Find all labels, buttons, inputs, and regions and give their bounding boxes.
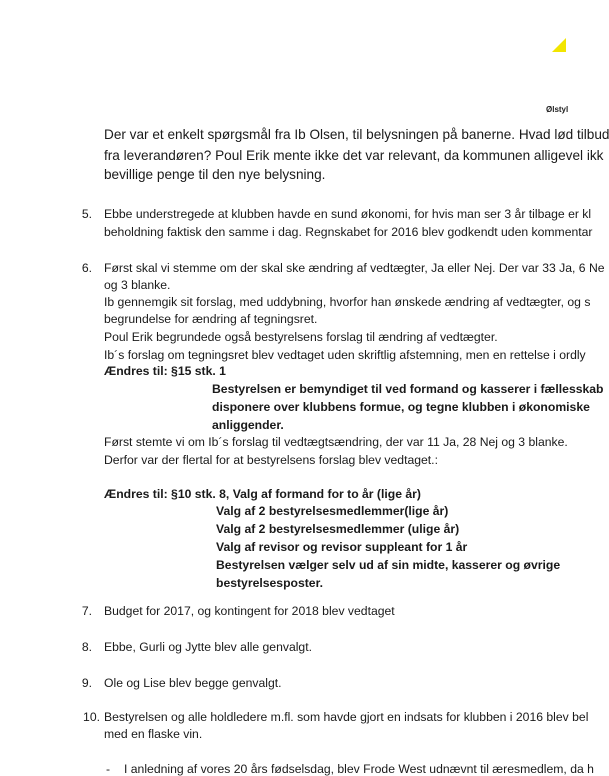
item-7-text: Budget for 2017, og kontingent for 2018 blev vedtaget (104, 604, 395, 618)
amendment-1-line-1: Bestyrelsen er bemyndiget til ved formand og kasserer i fællesskab (212, 382, 604, 396)
amendment-1-line-2: disponere over klubbens formue, og tegne klubben i økonomiske (212, 400, 590, 414)
item-number-5: 5. (81, 207, 92, 221)
amendment-2-line-5: bestyrelsesposter. (216, 576, 324, 590)
sub-bullet-dash: - (106, 762, 111, 776)
item-number-9: 9. (81, 676, 92, 690)
sub-bullet-text: I anledning af vores 20 års fødselsdag, blev Frode West udnævnt til æresmedlem, da h (124, 762, 594, 776)
item-6-line-1: Først skal vi stemme om der skal ske ændring af vedtægter, Ja eller Nej. Der var 33 Ja, 6 Ne (104, 261, 605, 275)
item-number-8: 8. (81, 640, 92, 654)
amendment-1-line-3: anliggender. (212, 418, 284, 432)
amendment-1-title: Ændres til: §15 stk. 1 (104, 364, 226, 378)
intro-line-3: bevillige penge til den nye belysning. (104, 167, 326, 182)
item-6-line-2: og 3 blanke. (104, 278, 171, 292)
amendment-2-line-3: Valg af revisor og revisor suppleant for 1 år (216, 540, 468, 554)
item-6-line-4: begrundelse for ændring af tegningsret. (104, 312, 318, 326)
item-number-7: 7. (81, 604, 92, 618)
item-5-line-1: Ebbe understregede at klubben havde en sund økonomi, for hvis man ser 3 år tilbage er kl (104, 207, 592, 221)
amendment-2-title: Ændres til: §10 stk. 8, Valg af formand for to år (lige år) (104, 487, 421, 501)
item-6-vote-line-2: Derfor var der flertal for at bestyrelsens forslag blev vedtaget.: (104, 453, 438, 467)
item-9-text: Ole og Lise blev begge genvalgt. (104, 676, 282, 690)
item-6-vote-line-1: Først stemte vi om Ib´s forslag til vedtægtsændring, der var 11 Ja, 28 Nej og 3 blanke. (104, 435, 568, 449)
item-8-text: Ebbe, Gurli og Jytte blev alle genvalgt. (104, 640, 312, 654)
item-number-10: 10. (83, 710, 100, 724)
item-10-line-2: med en flaske vin. (104, 727, 203, 741)
item-6-line-6: Ib´s forslag om tegningsret blev vedtaget uden skriftlig afstemning, men en rettelse i ordly (104, 348, 586, 362)
intro-line-2: fra leverandøren? Poul Erik mente ikke det var relevant, da kommunen alligevel ikk (104, 148, 604, 163)
item-6-line-5: Poul Erik begrundede også bestyrelsens forslag til ændring af vedtægter. (104, 330, 498, 344)
amendment-2-line-4: Bestyrelsen vælger selv ud af sin midte, kasserer og øvrige (216, 558, 561, 572)
item-10-line-1: Bestyrelsen og alle holdledere m.fl. som havde gjort en indsats for klubben i 2016 blev bel (104, 710, 589, 724)
logo-icon (552, 38, 566, 52)
item-5-line-2: beholdning faktisk den samme i dag. Regnskabet for 2016 blev godkendt uden kommentar (104, 225, 593, 239)
intro-line-1: Der var et enkelt spørgsmål fra Ib Olsen, til belysningen på banerne. Hvad lød tilbud (104, 127, 609, 142)
amendment-2-line-2: Valg af 2 bestyrelsesmedlemmer (ulige år) (216, 522, 460, 536)
amendment-2-line-1: Valg af 2 bestyrelsesmedlemmer(lige år) (216, 504, 449, 518)
item-number-6: 6. (81, 261, 92, 275)
item-6-line-3: Ib gennemgik sit forslag, med uddybning, hvorfor han ønskede ændring af vedtægter, og s (104, 295, 591, 309)
header-tag: Ølstyl (546, 105, 569, 114)
